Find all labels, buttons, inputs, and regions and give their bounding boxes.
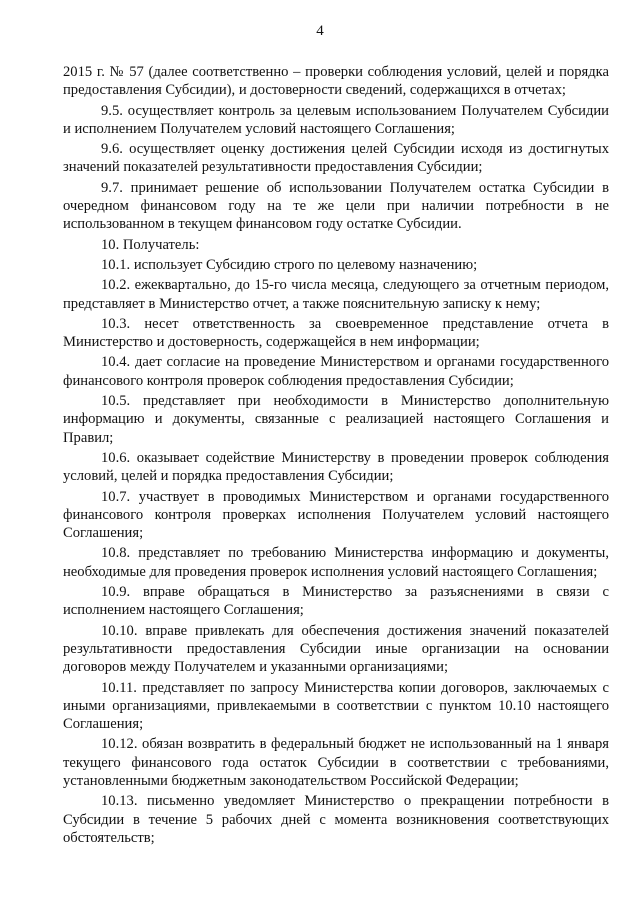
paragraph-10-12: 10.12. обязан возвратить в федеральный бюджет не использованный на 1 января текущего финансового года остаток Субсидии в соответствии с требованиями, установленными бюджетным законодательством Российской Федерации;: [63, 736, 609, 789]
paragraph-10-9: 10.9. вправе обращаться в Министерство за разъяснениями в связи с исполнением настоящего Соглашения;: [63, 584, 609, 619]
paragraph-10-4: 10.4. дает согласие на проведение Министерством и органами государственного финансового контроля проверок соблюдения предоставления Субсидии;: [63, 354, 609, 389]
paragraph-10-1: 10.1. использует Субсидию строго по целевому назначению;: [101, 256, 478, 273]
paragraph-9-7: 9.7. принимает решение об использовании Получателем остатка Субсидии в очередном финансовом году на те же цели при наличии потребности в не использованном в текущем финансовом году остатке Субсидии.: [63, 179, 609, 233]
document-body: [63, 63, 609, 849]
paragraph-10-3: 10.3. несет ответственность за своевременное представление отчета в Министерство и достоверность, содержащейся в нем информации;: [63, 315, 609, 351]
paragraph-9-5: 9.5. осуществляет контроль за целевым использованием Получателем Субсидии и исполнением Получателем условий настоящего Соглашения;: [63, 102, 609, 137]
paragraph-10-7: 10.7. участвует в проводимых Министерством и органами государственного финансового контроля проверках исполнения Получателем условий настоящего Соглашения;: [63, 488, 609, 542]
paragraph-10-6: 10.6. оказывает содействие Министерству в проведении проверок соблюдения условий, целей и порядка предоставления Субсидии;: [63, 449, 609, 485]
paragraph-10-10: 10.10. вправе привлекать для обеспечения достижения значений показателей результативности предоставления Субсидии иные организации на основании договоров между Получателем и указанными организациями;: [63, 622, 609, 676]
paragraph-10-8: 10.8. представляет по требованию Министерства информацию и документы, необходимые для проведения проверок исполнения условий настоящего Соглашения;: [63, 545, 609, 580]
page-number: 4: [316, 23, 324, 39]
paragraph-10-11: 10.11. представляет по запросу Министерства копии договоров, заключаемых с иными организациями, привлекаемыми в соответствии с пунктом 10.10 настоящего Соглашения;: [63, 679, 609, 733]
paragraph-9-6: 9.6. осуществляет оценку достижения целей Субсидии исходя из достигнутых значений показателей результативности предоставления Субсидии;: [63, 141, 609, 176]
paragraph-10-5: 10.5. представляет при необходимости в Министерство дополнительную информацию и документы, связанные с реализацией настоящего Соглашения и Правил;: [63, 393, 609, 446]
paragraph-10-13: 10.13. письменно уведомляет Министерство о прекращении потребности в Субсидии в течение 5 рабочих дней с момента возникновения соответствующих обстоятельств;: [63, 793, 609, 846]
paragraph-continuation: 2015 г. № 57 (далее соответственно – проверки соблюдения условий, целей и порядка предоставления Субсидии), и достоверности сведений, содержащихся в отчетах;: [63, 64, 609, 99]
paragraph-10-heading: 10. Получатель:: [101, 236, 200, 253]
paragraph-10-2: 10.2. ежеквартально, до 15-го числа месяца, следующего за отчетным периодом, представляет в Министерство отчет, а также пояснительную записку к нему;: [63, 277, 609, 312]
